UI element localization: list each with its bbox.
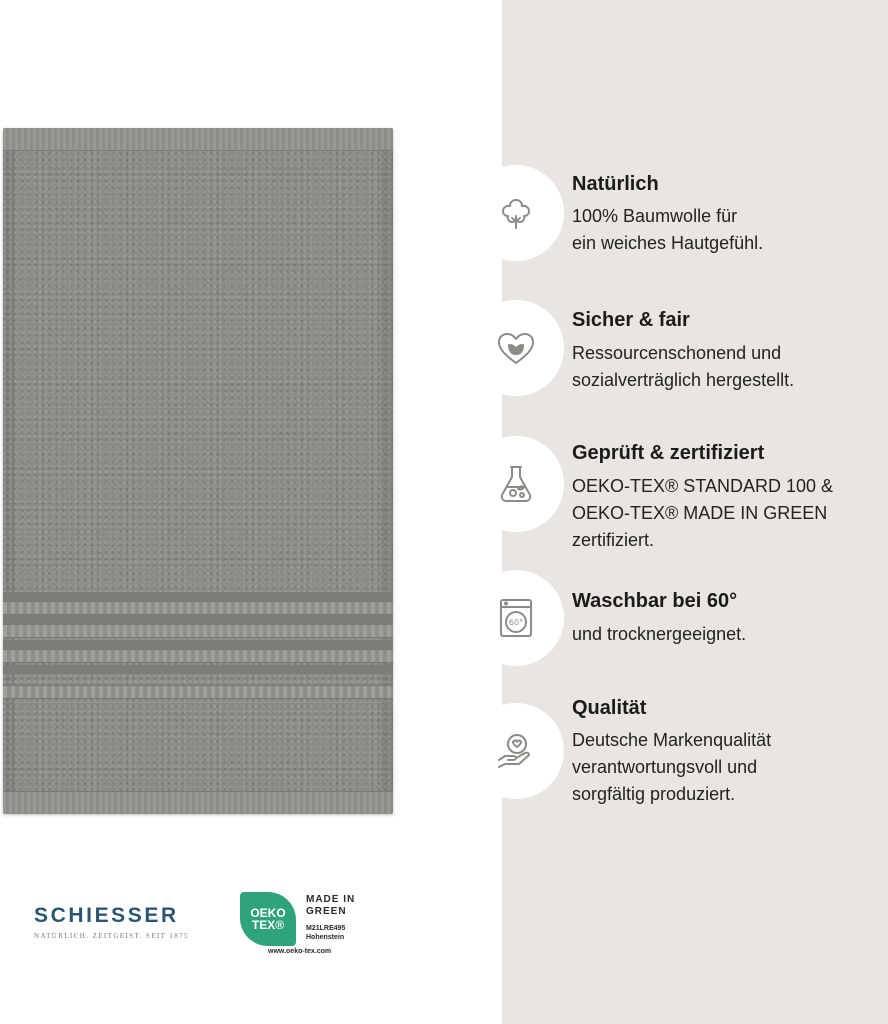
feature-icon-circle: [468, 703, 564, 799]
towel-hem-top: [3, 128, 393, 151]
feature-text-line: ein weiches Hautgefühl.: [572, 233, 764, 253]
feature-text-line: verantwortungsvoll und: [572, 757, 758, 777]
towel-selvedge-right: [382, 128, 393, 814]
feature-text-line: Deutsche Markenqualität: [572, 730, 772, 750]
feature-text-line: OEKO-TEX® STANDARD 100 &: [572, 476, 833, 496]
feature-title: Qualität: [572, 697, 647, 719]
schiesser-logo: [34, 904, 204, 940]
oeko-badge-line: TEX®: [251, 918, 285, 932]
towel-dobby-border: [3, 685, 393, 699]
oeko-label-code: M21LRE495: [306, 925, 346, 932]
towel-dobby-border: [3, 601, 393, 615]
feature-title: Waschbar bei 60°: [572, 590, 738, 612]
towel-stripe: [3, 592, 393, 601]
feature-text-line: 100% Baumwolle für: [572, 206, 738, 226]
feature-text-line: sozialverträglich hergestellt.: [572, 370, 795, 390]
schiesser-wordmark: SCHIESSER: [34, 904, 179, 927]
flask-icon: [491, 459, 541, 509]
oeko-tex-url: www.oeko-tex.com: [268, 948, 332, 955]
schiesser-tagline: NATÜRLICH. ZEITGEIST. SEIT 1875: [34, 932, 189, 940]
feature-title: Natürlich: [572, 173, 659, 195]
features-panel: [502, 0, 888, 1024]
towel-selvedge-left: [3, 128, 14, 814]
feature-icon-circle: [468, 300, 564, 396]
towel-stripe: [3, 640, 393, 649]
oeko-tex-badge: [240, 892, 296, 946]
feature-text-line: Ressourcenschonend und: [572, 343, 782, 363]
towel-stripe: [3, 665, 393, 674]
towel-product-image: [3, 128, 393, 814]
oeko-tex-text: [306, 894, 355, 942]
wash-temp-label: 60°: [508, 618, 524, 627]
oeko-institute: Hohenstein: [306, 934, 345, 941]
hand-globe-icon: [491, 726, 541, 776]
towel-stripe: [3, 615, 393, 624]
washing-machine-icon: [491, 593, 541, 643]
towel-terry-texture: [3, 128, 393, 814]
towel-dobby-border: [3, 624, 393, 638]
feature-text-line: zertifiziert.: [572, 530, 655, 550]
towel-hem-bottom: [3, 791, 393, 814]
feature-text-line: und trocknergeeignet.: [572, 624, 747, 644]
cotton-flower-icon: [491, 188, 541, 238]
feature-icon-circle: [468, 165, 564, 261]
feature-text-line: OEKO-TEX® MADE IN GREEN: [572, 503, 828, 523]
oeko-tex-label: [240, 890, 380, 960]
feature-icon-circle: [468, 570, 564, 666]
feature-title: Sicher & fair: [572, 309, 690, 331]
towel-dobby-border: [3, 649, 393, 663]
oeko-badge-line: OEKO: [250, 906, 286, 920]
made-in-line: MADE IN: [306, 894, 356, 905]
heart-leaf-icon: [491, 323, 541, 373]
made-in-line: GREEN: [306, 906, 347, 917]
feature-title: Geprüft & zertifiziert: [572, 442, 765, 464]
feature-text-line: sorgfältig produziert.: [572, 784, 736, 804]
feature-icon-circle: [468, 436, 564, 532]
